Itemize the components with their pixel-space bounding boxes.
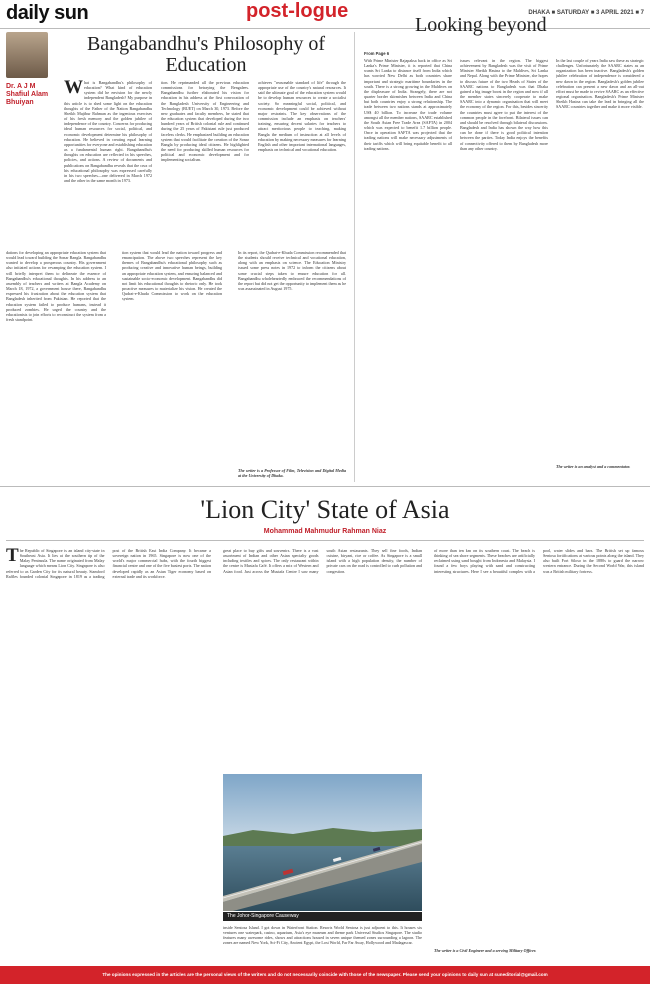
author-byline: Dr. A J M Shafiul Alam Bhuiyan [6, 83, 49, 106]
article3-column-4: of more than ten km on its southern coast. The beach is thinking of sea shore segments. These beaches are artificially reclaimed using sand bought from Indonesia and Malaysia. I found a few boys playing with sand and constructing interesting structures. Here I see a beautiful complex with a pool, water slides and bars. The British set up famous Sentosa fortifications at various points along the island. They also built Fort Siloso in the 1880s to guard the narrow western entrance. During the Second World War, this island was a British military fortress. [434, 548, 644, 574]
article2-writer-note: The writer is an analyst and a commentator. [556, 464, 631, 469]
byline-rule [6, 540, 644, 541]
article3-column-3: inside Sentosa Island. I got down in Waterfront Station. Resorts World Sentosa is just adjacent to this. It houses six ventures one waterpark, casino, aquarium, Asia's eye museum and theme park Universal Studios Singapore. The studio features many awesome rides, shows and attractions housed in seven unique themed zones surrounding a lagoon. The zones are named New York, Sci-Fi City, Ancient Egypt, the Lost World, Far Far Away, Hollywood and Madagascar. [223, 925, 422, 946]
article2-column-1: With Prime Minister Rajapaksa back in office as Sri Lanka's Prime Minister, it is reported that China wants Sri Lanka to distance itself from India which has worried New Delhi as both countries share important and strategic maritime boundaries in the south. There is a strong growing in the Maldives on the displeasure of India. Strangely, there are not quarter border skirmishes between India and China but both countries enjoy a strong relationship. The trade between two nations stands at approximately US$ 40 billion. To increase the trade volume amongst all the member nations, SAARC established the South Asian Free Trade Area (SAFTA) in 2004 which was expected to benefit 1.7 billion people. Once in operation SAFTA was projected that the trading nations will make necessary adjustments of their tariffs which will bring equitable benefit to all trading nations. [364, 58, 452, 151]
section-name: post-logue [246, 0, 349, 22]
footer-disclaimer: The opinions expressed in the articles are the personal views of the writers and do not necessarily coincide with those of the newspaper. Please send your opinions to daily sun at suneditorial@gmail.com [0, 966, 650, 984]
dateline: DHAKA ■ SATURDAY ■ 3 APRIL 2021 ■ 7 [528, 10, 644, 16]
author-byline-lion-city: Mohammad Mahmudur Rahman Niaz [263, 528, 387, 535]
article-title-bangabandhu: Bangabandhu's Philosophy of Education [86, 33, 326, 76]
drop-cap-t: T [6, 548, 19, 566]
causeway-illustration [223, 774, 422, 911]
article-title-looking-beyond: Looking beyond [415, 14, 547, 36]
from-page-label: From Page 6 [364, 51, 390, 56]
article2-column-2: issues relevant in the region. The biggest achievement by Bangladesh was the visit of Prime Minister Sheikh Hasina to the Maldives, Sri Lanka and Nepal. Along with the Prime Minister, she hopes to discuss future of the two Heads of States of the SAARC nations to Bangladesh was that Dhaka gained a big image boost in the region and now if all the member states sincerely cooperate to make SAARC into a dynamic organisation that will meet the economy of the region. For this, besides sincerity the countries must agree to put the interest of the common people in the forefront. Bilateral issues can and should be resolved through bilateral discussions. Bangladesh and India has shown the way how this can be done if there is good political intention between the parties. Today India enjoys the benefits of connectivity offered to them by Bangladesh more than any other country. [460, 58, 548, 151]
article3-column-1 [6, 548, 211, 960]
article1-column-2b: tion system that would lead the nation toward progress and emancipation. The above two speeches represent the key themes of Bangabandhu's educational philosophy such as producing creative and innovative human beings, building an appropriate education system, and ensuring balanced and sustainable socio-economic development. Bangabandhu did not limit his educational thoughts to rhetoric only. He took proactive measures to materialize his vision. He created the Qudrat-e-Khuda Commission to work on the education system. [122, 250, 222, 302]
section-divider [0, 486, 650, 487]
masthead [0, 0, 650, 29]
article3-column-1-text: he Republic of Singapore is an island city-state in Southeast Asia. It lies at the southern tip of the Malay Peninsula. The name originated from Malay language which means Lion City. Singapore is also referred to as Garden City for its natural beauty. Stamford Raffles founded colonial Singapore in 1819 as a trading post of the British East India Company. It became a sovereign nation in 1965. Singapore is now one of the world's major commercial hubs, with the fourth biggest financial centre and one of the five busiest ports. The nation developed rapidly as an Asian Tiger economy based on external trade and its workforce. [6, 548, 211, 579]
column-divider [354, 32, 355, 482]
article1-column-1-text: hat is Bangabandhu's philosophy of education? What kind of education system did he envision for the newly independent Bangladesh? My purpose in this article is to shed some light on the education thoughts of the Father of the Nation Bangabandhu Sheikh Mujibur Rahman as the ingenious exercises of his fresh memory and the golden jubilee of independence of the country. Concerns for producing ideal human resources for social, political, and economic development determine his philosophy of education. He believed in creating equal learning opportunities for everyone and establishing education as a fundamental human right. Bangabandhu's thoughts on education are reflected in his speeches, policies, and actions. A review of documents and publications on Bangabandhu reveals that the crux of his educational philosophy was expressed carefully in his two speeches—one delivered in March 1972 and the other in the same month in 1973. [64, 80, 152, 183]
article3-column-2: great place to buy gifts and souvenirs. There is a vast assortment of Indian and other Asian specialty goods including textiles and spices. The only restaurant within the centre is Mustafa Café. It offers a mix of Western and Asian food. Just across the Mustafa Centre I saw many south Asian restaurants. They sell fine foods, Indian cuisine, biryani, rice or coffee. As Singapore is a small island with a high population density, the number of private cars on the road is controlled to curb pollution and congestion. [223, 548, 422, 574]
drop-cap: W [64, 80, 83, 98]
causeway-photo [223, 774, 422, 911]
author-avatar [6, 32, 48, 78]
article2-column-3: In the last couple of years India saw these as strategic challenges. Unfortunately the SAARC states as an organization has been inactive. Bangladesh's golden jubilee celebration of independence is considered a new dawn in the region. Bangladesh's golden jubilee celebration can present a new dawn and an all-out effort must be made to revive SAARC as an effective regional organisation. Bangladesh's Prime Minister Sheikh Hasina can take the lead in bringing all the SAARC countries together and make it more visible. [556, 58, 644, 110]
article3-writer-note: The writer is a Civil Engineer and a serving Military Officer. [434, 948, 537, 953]
article1-column-2: tion. He reprimanded all the previous education commissions for betraying the Bengalees. Bangabandhu further elaborated his vision for education in his address at the first convocation of the Bangladesh University of Engineering and Technology (BUET) on March 30, 1973. Before the new graduates and faculty members, he stated that the education system that developed during the two hundred years of British colonial rule and continued during the 25 years of Pakistani rule just produced faceless clerks. He emphasized building an education system that would facilitate the creation of the Sonar Bangla by producing ideal citizens. He highlighted the need for producing skilled human resources for political and economic development and for implementing socialism. [161, 80, 249, 163]
article1-column-1 [64, 80, 152, 245]
photo-caption: The Johor-Singapore Causeway [223, 912, 422, 921]
article-title-lion-city: 'Lion City' State of Asia [200, 495, 450, 524]
article1-writer-note: The writer is a Professor of Film, Television and Digital Media at the University of Dhaka. [238, 468, 346, 479]
article1-column-3b: In its report, the Qudrat-e-Khuda Commission recommended that the students should receive technical and vocational education, along with an emphasis on science. The Education Ministry issued some press notes in 1972 to inform the citizens about some crucial steps taken to ensure education for all. Bangabandhu wholeheartedly embraced the recommendations of the report but did not get the opportunity to implement them as he was assassinated in August 1975. [238, 250, 346, 292]
newspaper-brand: daily sun [6, 2, 89, 24]
article1-column-3: achieves "reasonable standard of life" through the appropriate use of the country's natural resources. It said the ultimate goal of the education system would be to develop human resources to create a socialist society. So meaningful social, political, and economic development could be achieved without major restraints. The key observations of the commission include an emphasis on teachers' training, ensuring decent salaries for teachers to attract meritorious people to teaching, making Bangla the medium of instruction at all levels of education by making necessary measures for learning English and other important international languages, emphasis on technical and vocational education. [258, 80, 346, 153]
article1-column-1b: dations for developing an appropriate education system that would lead toward building the Sonar Bangla. Bangabandhu wanted to develop a prosperous country. His government also initiated actions for revamping the education system. I will briefly interpret them to delineate the essence of Bangabandhu's educational thoughts. In his address to an assembly of teachers and writers at Bangla Academy on March 18, 1972, a government house there, Bangabandhu expressed his frustration about the education system that Bangladesh inherited from Pakistan. He reported that the education system failed to produce humans, instead it produced zombies. He urged the country and the educationists to join efforts to reconstruct the system from a fresh standpoint. [6, 250, 106, 323]
